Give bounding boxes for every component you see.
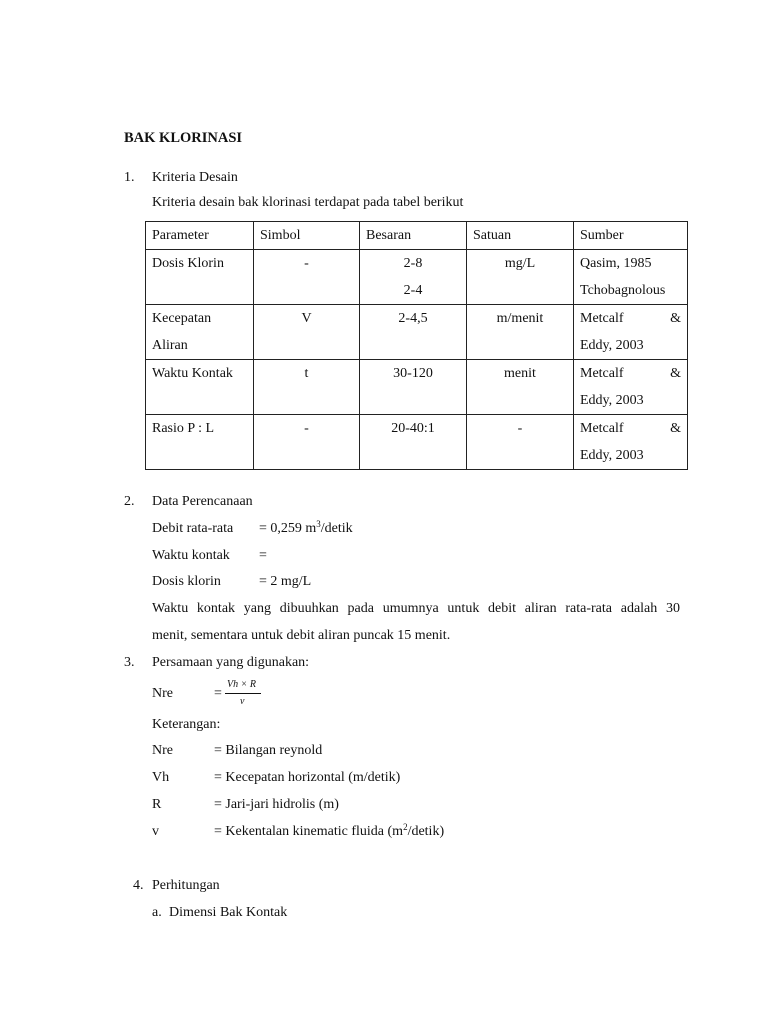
cell-line: 2-4 bbox=[403, 283, 423, 298]
table-cell-parameter bbox=[146, 360, 254, 415]
definition-symbol: Nre bbox=[152, 743, 173, 758]
cell-line: Qasim, 1985 bbox=[580, 256, 652, 271]
cell-line: 2-4,5 bbox=[398, 311, 428, 326]
fraction-bar bbox=[225, 693, 261, 694]
table-cell-parameter bbox=[146, 250, 254, 305]
cell-line: Tchobagnolous bbox=[580, 283, 666, 298]
table-cell-simbol: t bbox=[254, 360, 360, 415]
equation-lhs: Nre bbox=[152, 686, 173, 701]
cell-line: Metcalf & bbox=[580, 366, 681, 381]
cell-line: Dosis Klorin bbox=[152, 256, 224, 271]
cell-line: Eddy, 2003 bbox=[580, 448, 644, 463]
section-2-number: 2. bbox=[124, 494, 135, 509]
data-value bbox=[259, 519, 353, 536]
keterangan-label: Keterangan: bbox=[152, 717, 221, 732]
table-cell-besaran bbox=[360, 250, 467, 305]
cell-line: Eddy, 2003 bbox=[580, 393, 644, 408]
table-cell-sumber bbox=[574, 305, 688, 360]
table-cell-sumber bbox=[574, 250, 688, 305]
cell-line: Eddy, 2003 bbox=[580, 338, 644, 353]
section-4-number: 4. bbox=[133, 878, 144, 893]
definition-symbol: R bbox=[152, 797, 162, 812]
table-cell-satuan: mg/L bbox=[467, 250, 574, 305]
definition-text: = Bilangan reynold bbox=[214, 743, 323, 758]
definition-text-part: /detik) bbox=[407, 824, 445, 839]
table-cell-simbol: V bbox=[254, 305, 360, 360]
value-superscript: 3 bbox=[316, 519, 321, 529]
definition-text: = Jari-jari hidrolis (m) bbox=[214, 797, 339, 812]
table-row bbox=[146, 305, 688, 360]
table-cell-satuan: - bbox=[467, 415, 574, 470]
equation-numerator: Vh × R bbox=[227, 679, 256, 690]
table-header-cell: Simbol bbox=[254, 222, 360, 250]
definition-symbol: v bbox=[152, 824, 159, 839]
table-row bbox=[146, 360, 688, 415]
value-text: /detik bbox=[320, 521, 353, 536]
cell-line: Metcalf & bbox=[580, 421, 681, 436]
cell-line: Metcalf & bbox=[580, 311, 681, 326]
equation-equals: = bbox=[214, 686, 222, 701]
table-row bbox=[146, 250, 688, 305]
definition-symbol: Vh bbox=[152, 770, 170, 785]
table-row bbox=[146, 415, 688, 470]
section-3-number: 3. bbox=[124, 655, 135, 670]
paragraph-line: menit, sementara untuk debit aliran puncak 15 menit. bbox=[152, 628, 451, 643]
section-1-number: 1. bbox=[124, 170, 135, 185]
subsection-title: Dimensi Bak Kontak bbox=[169, 905, 288, 920]
page-title: BAK KLORINASI bbox=[124, 130, 243, 146]
data-value: = 2 mg/L bbox=[259, 574, 312, 589]
cell-line: Aliran bbox=[152, 338, 188, 353]
data-label: Dosis klorin bbox=[152, 574, 221, 589]
table-cell-simbol: - bbox=[254, 415, 360, 470]
definition-text-part: = Kekentalan kinematic fluida (m bbox=[214, 824, 404, 839]
section-1-title: Kriteria Desain bbox=[152, 170, 238, 185]
table-cell-simbol: - bbox=[254, 250, 360, 305]
table-header-cell: Besaran bbox=[360, 222, 467, 250]
table-cell-parameter bbox=[146, 305, 254, 360]
cell-line: Rasio P : L bbox=[152, 421, 215, 436]
table-cell-satuan: m/menit bbox=[467, 305, 574, 360]
table-cell-besaran bbox=[360, 305, 467, 360]
table-cell-besaran bbox=[360, 360, 467, 415]
table-cell-sumber bbox=[574, 360, 688, 415]
table-cell-satuan: menit bbox=[467, 360, 574, 415]
value-text: = 0,259 m bbox=[259, 521, 317, 536]
equation-denominator: v bbox=[240, 696, 245, 707]
section-3-title: Persamaan yang digunakan: bbox=[152, 655, 310, 670]
table-header-cell: Satuan bbox=[467, 222, 574, 250]
data-value: = bbox=[259, 548, 267, 563]
section-4-title: Perhitungan bbox=[152, 878, 220, 893]
table-cell-parameter bbox=[146, 415, 254, 470]
cell-line: Waktu Kontak bbox=[152, 366, 233, 381]
data-label: Waktu kontak bbox=[152, 548, 230, 563]
definition-superscript: 2 bbox=[403, 822, 408, 832]
table-header-cell: Sumber bbox=[574, 222, 688, 250]
table-cell-sumber bbox=[574, 415, 688, 470]
cell-line: Kecepatan bbox=[152, 311, 212, 326]
subsection-letter: a. bbox=[152, 905, 162, 920]
cell-line: 2-8 bbox=[403, 256, 423, 271]
table-header-row bbox=[146, 222, 688, 250]
criteria-table bbox=[145, 221, 688, 470]
paragraph-line: Waktu kontak yang dibuuhkan pada umumnya untuk debit aliran rata-rata adalah 30 bbox=[152, 601, 680, 616]
definition-text: = Kecepatan horizontal (m/detik) bbox=[214, 770, 401, 785]
definition-text bbox=[214, 822, 445, 839]
section-1-intro: Kriteria desain bak klorinasi terdapat pada tabel berikut bbox=[152, 195, 464, 210]
cell-line: 20-40:1 bbox=[391, 421, 435, 436]
table-cell-besaran bbox=[360, 415, 467, 470]
cell-line: 30-120 bbox=[393, 366, 433, 381]
section-2-title: Data Perencanaan bbox=[152, 494, 253, 509]
data-label: Debit rata-rata bbox=[152, 521, 234, 536]
table-header-cell: Parameter bbox=[146, 222, 254, 250]
